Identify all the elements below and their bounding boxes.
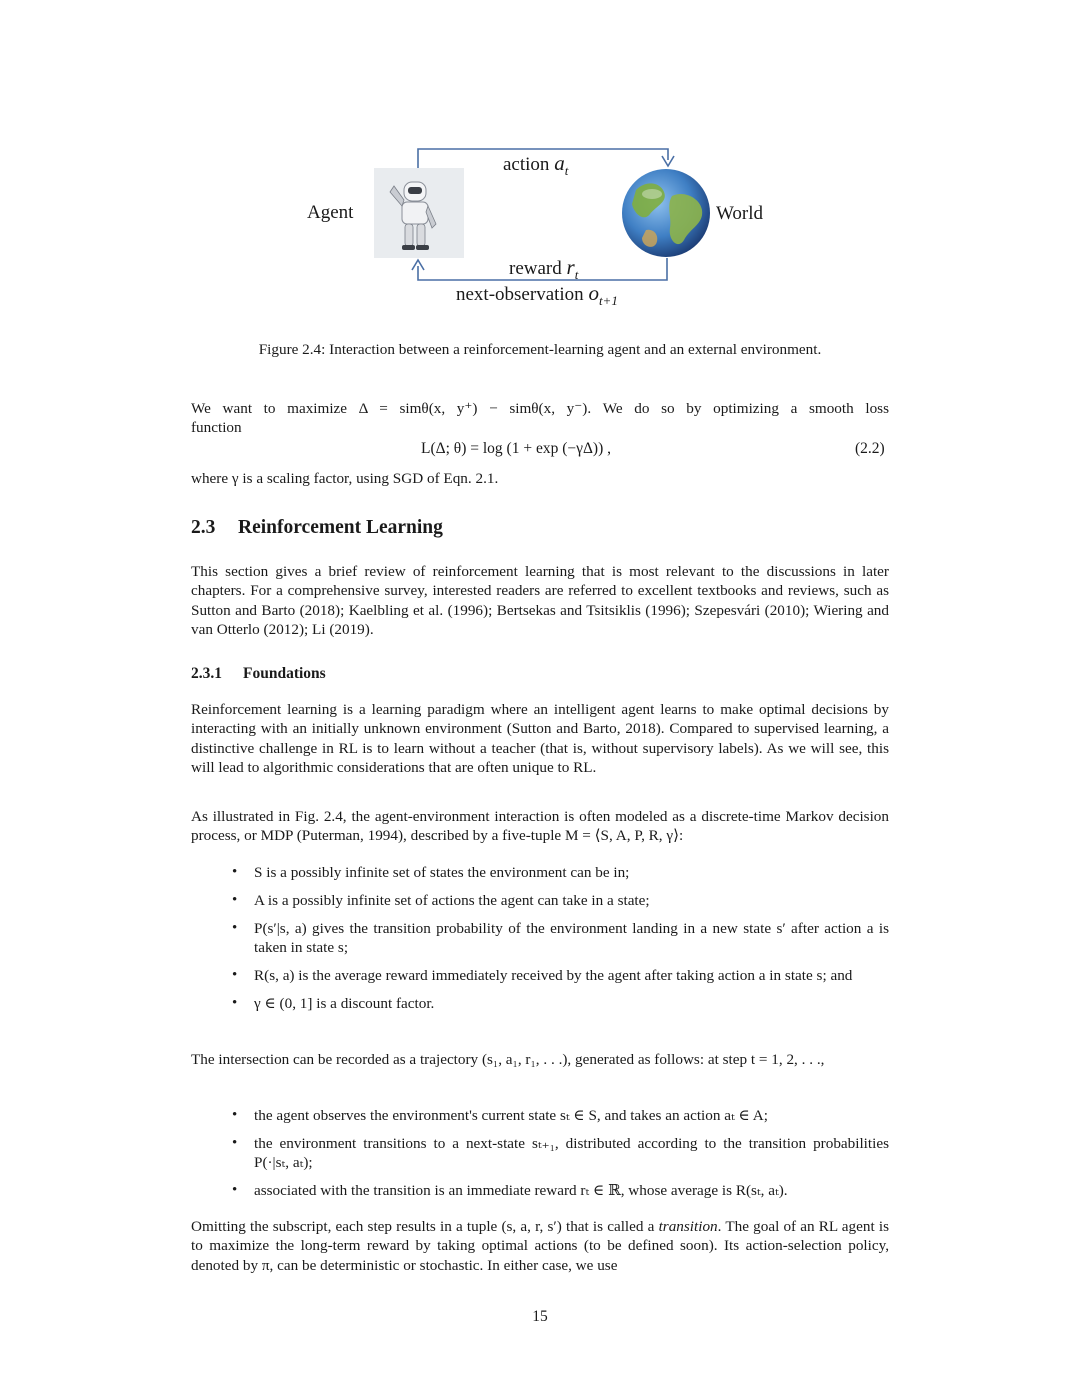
equation-2-2: L(Δ; θ) = log (1 + exp (−γΔ)) ,	[421, 440, 611, 457]
subsection-heading	[191, 665, 326, 683]
mdp-list	[230, 863, 889, 1022]
loss-paragraph-line1: We want to maximize Δ = simθ(x, y⁺) − simθ(x, y⁻). We do so by optimizing a smooth loss	[191, 400, 889, 417]
section-title: Reinforcement Learning	[238, 517, 443, 538]
transition-paragraph: Omitting the subscript, each step results in a tuple (s, a, r, s′) that is called a transition. The goal of an RL agent is to maximize the long-term reward by taking optimal actions (to be defined soon). Its action-selection policy, denoted by π, can be deterministic or stochastic. In either case, we use	[191, 1218, 889, 1274]
list-item: • associated with the transition is an immediate reward rₜ ∈ ℝ, whose average is R(sₜ, aₜ).	[230, 1181, 889, 1200]
equation-number: (2.2)	[855, 440, 885, 457]
world-label: World	[716, 203, 764, 224]
list-item: • the environment transitions to a next-state sₜ₊₁, distributed according to the transition probabilities P(·|sₜ, aₜ);	[230, 1134, 889, 1173]
list-item: • the agent observes the environment's current state sₜ ∈ S, and takes an action aₜ ∈ A;	[230, 1106, 889, 1125]
section-number: 2.3	[191, 517, 216, 538]
list-item: • γ ∈ (0, 1] is a discount factor.	[230, 994, 889, 1013]
list-item: • P(s′|s, a) gives the transition probability of the environment landing in a new state s′ after action a is taken in state s;	[230, 919, 889, 958]
step-list	[230, 1106, 889, 1209]
list-item: • R(s, a) is the average reward immediately received by the agent after taking action a in state s; and	[230, 966, 889, 985]
page-number: 15	[532, 1308, 548, 1325]
agent-label: Agent	[307, 202, 354, 223]
globe-image	[622, 169, 710, 257]
figure-caption: Figure 2.4: Interaction between a reinforcement-learning agent and an external environment.	[258, 341, 822, 358]
robot-image	[374, 168, 464, 258]
transition-term: transition	[658, 1218, 718, 1235]
subsection-title: Foundations	[243, 665, 326, 682]
mdp-paragraph: As illustrated in Fig. 2.4, the agent-environment interaction is often modeled as a discrete-time Markov decision process, or MDP (Puterman, 1994), described by a five-tuple M = ⟨S, A, P, R, γ⟩:	[191, 808, 889, 845]
action-label: action $a_t$	[503, 151, 569, 178]
reward-label: reward $r_t$	[509, 255, 579, 282]
list-item: • S is a possibly infinite set of states the environment can be in;	[230, 863, 889, 882]
list-item: • A is a possibly infinite set of actions the agent can take in a state;	[230, 891, 889, 910]
section-heading	[191, 517, 443, 539]
next-observation-label: next-observation $o_{t+1}$	[456, 281, 618, 308]
section-intro: This section gives a brief review of reinforcement learning that is most relevant to the discussions in later chapters. For a comprehensive survey, interested readers are referred to excellent textbooks and reviews, such as Sutton and Barto (2018); Kaelbling et al. (1996); Bertsekas and Tsitsiklis (1996); Szepesvári (2010); Wiering and van Otterlo (2012); Li (2019).	[191, 563, 889, 639]
rl-definition-paragraph: Reinforcement learning is a learning paradigm where an intelligent agent learns to make optimal decisions by interacting with an initially unknown environment (Sutton and Barto, 2018). Compared to supervised learning, a distinctive challenge in RL is to learn without a teacher (that is, without supervisory labels). As we will see, this will lead to algorithmic considerations that are often unique to RL.	[191, 701, 889, 777]
subsection-number: 2.3.1	[191, 665, 222, 682]
loss-paragraph-after: where γ is a scaling factor, using SGD of Eqn. 2.1.	[191, 470, 499, 487]
loss-paragraph-line2: function	[191, 419, 242, 436]
trajectory-paragraph: The intersection can be recorded as a trajectory (s₁, a₁, r₁, . . .), generated as follows: at step t = 1, 2, . . .,	[191, 1051, 825, 1068]
